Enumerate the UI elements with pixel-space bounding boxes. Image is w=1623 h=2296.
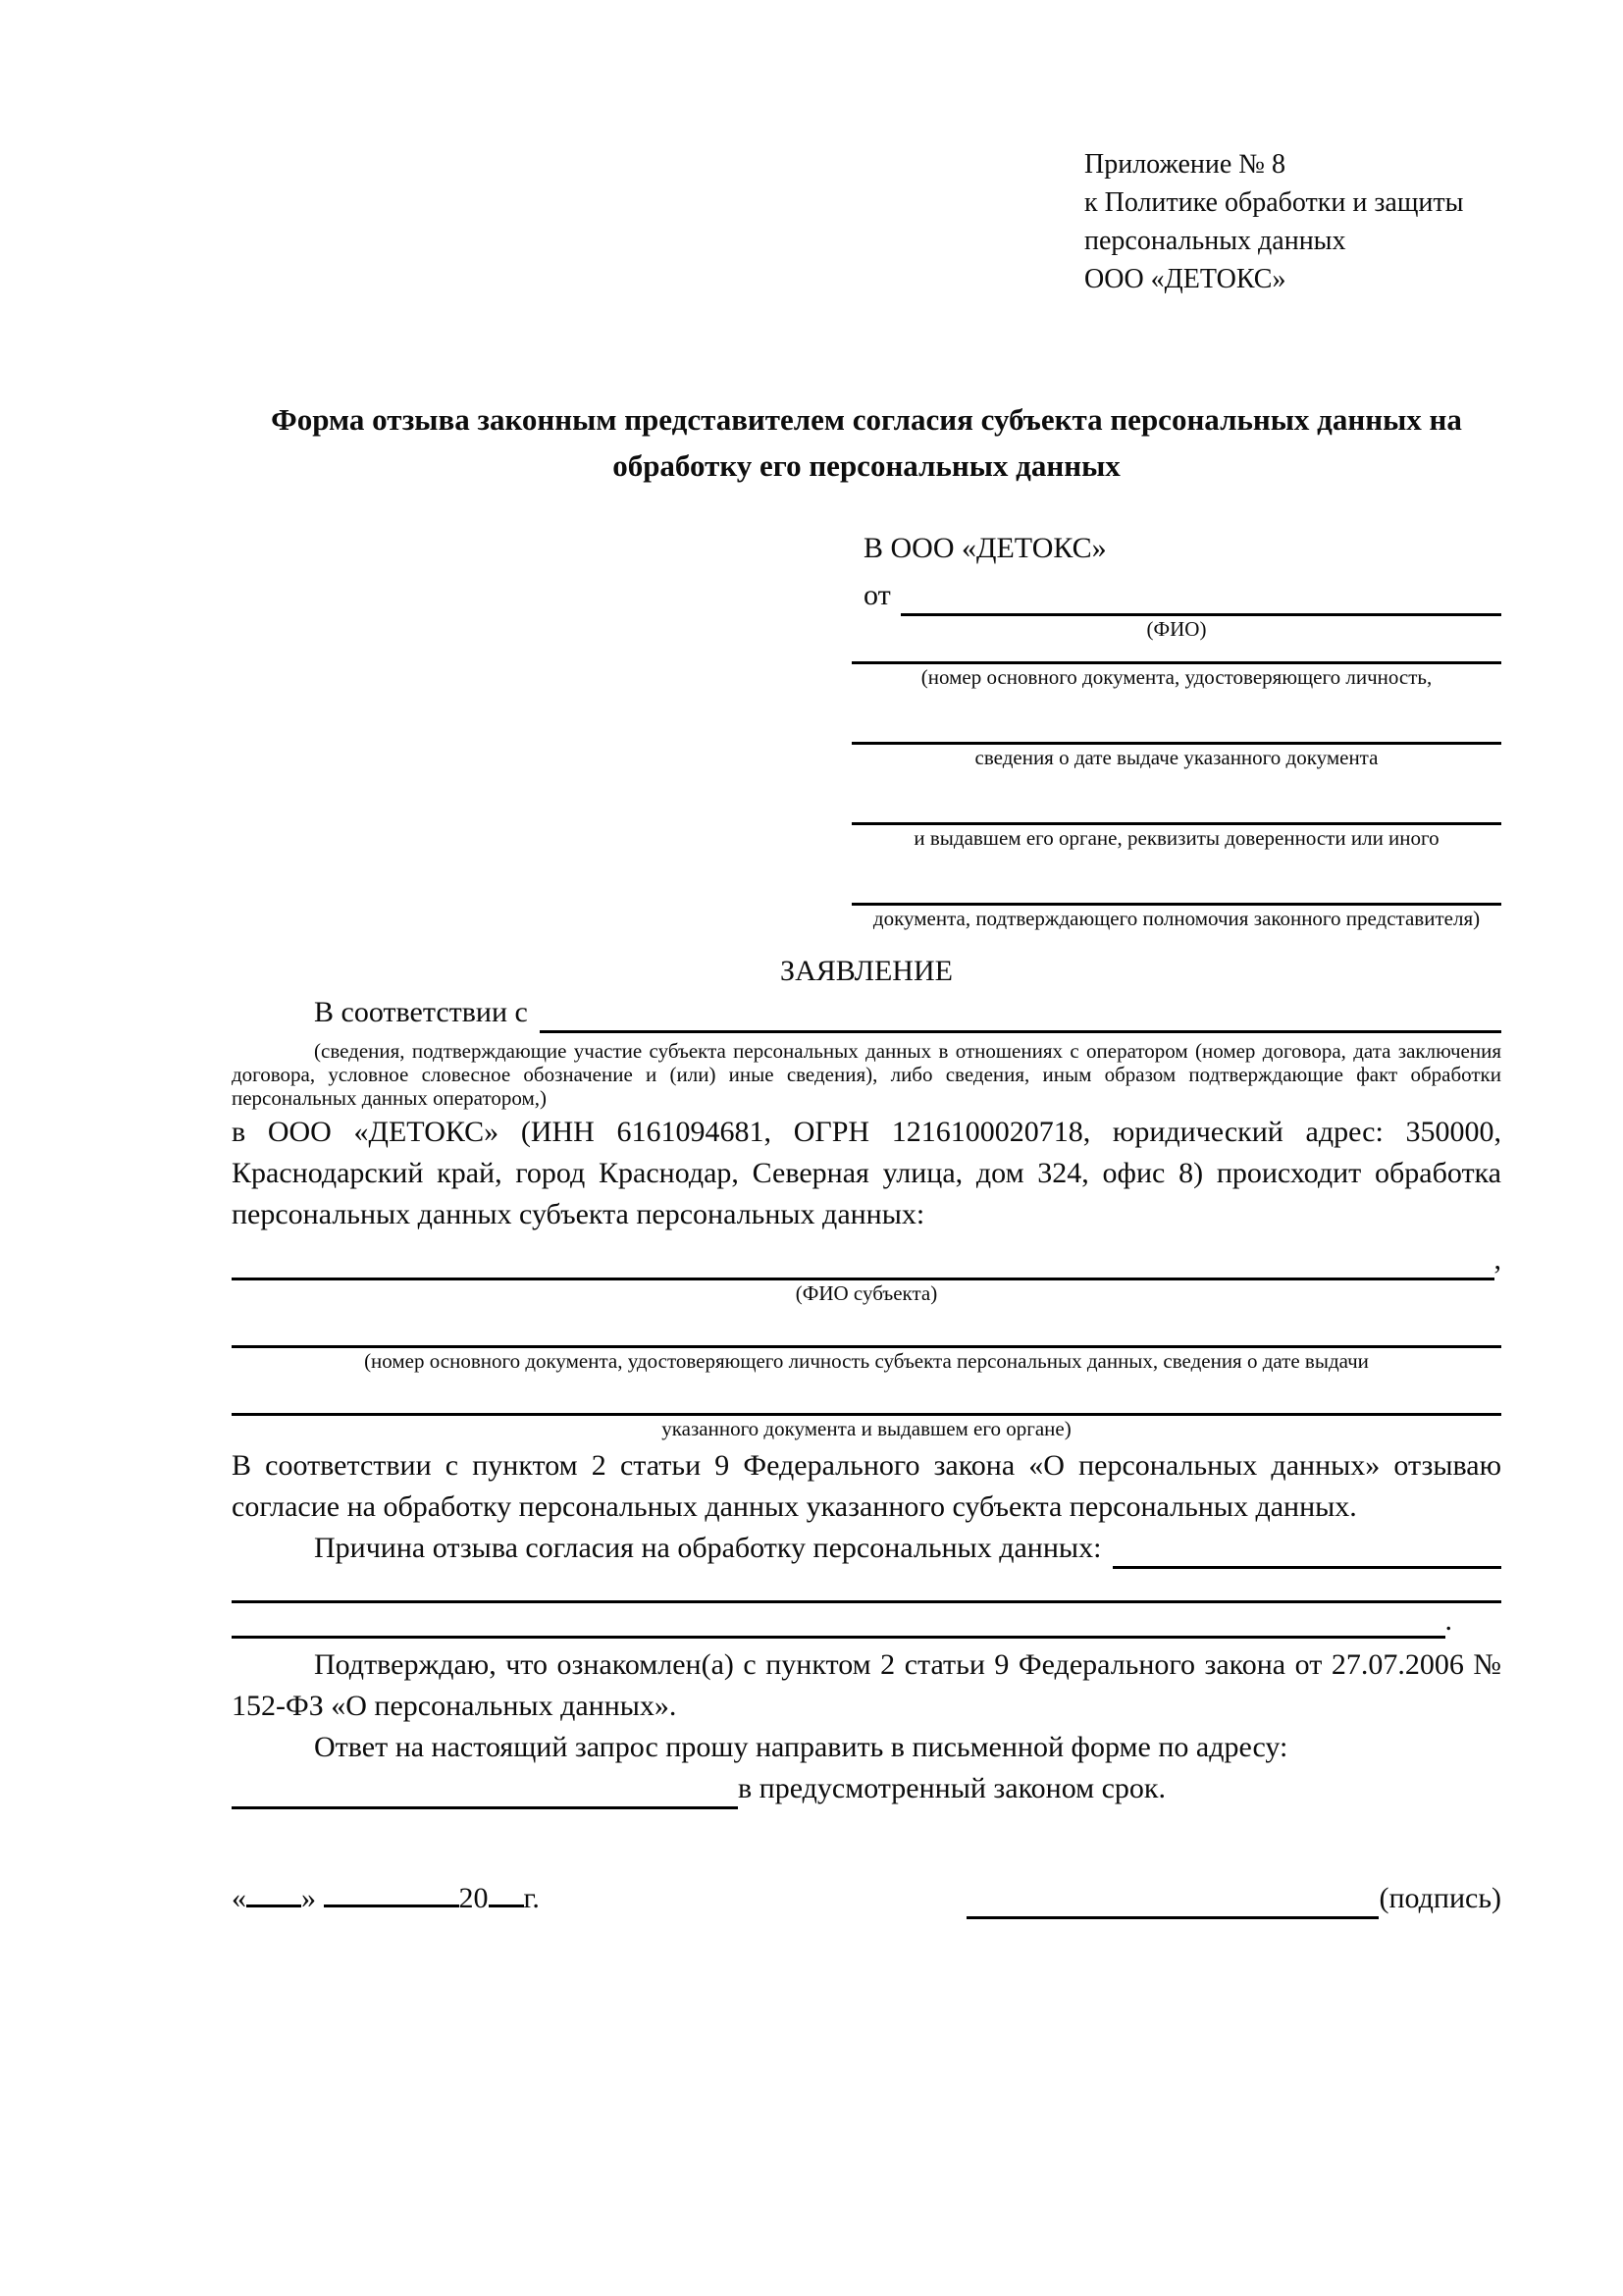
addressee-to: В ООО «ДЕТОКС» — [864, 532, 1107, 564]
authority-doc-blank-line — [852, 851, 1501, 906]
reason-blank-line-last — [232, 1632, 1445, 1639]
intro-prefix: В соответствии с — [314, 996, 528, 1028]
subject-fio-caption: (ФИО субъекта) — [795, 1281, 938, 1305]
date-month-blank-line — [324, 1901, 459, 1907]
reason-row — [314, 1528, 1501, 1569]
date-quote-close: » — [301, 1882, 316, 1914]
reply-paragraph: Ответ на настоящий запрос прошу направить в письменной форме по адресу: — [314, 1731, 1288, 1763]
from-row — [852, 575, 1501, 616]
fio-caption: (ФИО) — [1146, 617, 1207, 641]
subject-doc-group — [232, 1306, 1501, 1374]
reply-address-blank-line — [232, 1802, 738, 1809]
from-name-blank-line — [901, 609, 1501, 616]
addressee-block — [852, 528, 1501, 931]
date-quote-open: « — [232, 1882, 246, 1914]
appendix-line: персональных данных — [1084, 226, 1346, 256]
subject-doc-blank-line-1 — [232, 1306, 1501, 1348]
date-year-blank-line — [489, 1901, 524, 1907]
date-group — [232, 1878, 540, 1919]
fill-group — [852, 690, 1501, 770]
confirm-paragraph: Подтверждаю, что ознакомлен(а) с пунктом 2 статьи 9 Федерального закона от 27.07.2006 № 152-ФЗ «О персональных данных». — [232, 1648, 1501, 1722]
withdrawal-paragraph: В соответствии с пунктом 2 статьи 9 Федерального закона «О персональных данных» отзываю согласие на обработку персональных данных указанного субъекта персональных данных. — [232, 1449, 1501, 1523]
date-day-blank-line — [246, 1901, 301, 1907]
fill-group — [852, 851, 1501, 931]
doc-issuer-blank-line — [852, 770, 1501, 825]
date-year-prefix: 20 — [458, 1882, 489, 1914]
reason-trailing-period: . — [1444, 1604, 1452, 1637]
basis-blank-line — [540, 1026, 1501, 1033]
signature-blank-line — [967, 1912, 1379, 1919]
from-label: от — [864, 579, 891, 611]
fill-group — [852, 770, 1501, 851]
date-year-suffix: г. — [523, 1882, 540, 1914]
signature-group — [967, 1878, 1501, 1919]
intro-note: (сведения, подтверждающие участие субъекта персональных данных в отношениях с оператором (номер договора, дата заключения договора, условное словесное обозначение и (или) иные сведения), либо сведения, иным образом подтверждающие факт обработки персональных данных оператором,) — [232, 1039, 1501, 1110]
subject-fio-trailing-comma: , — [1493, 1243, 1501, 1276]
reason-blank-line-short — [1113, 1562, 1501, 1569]
subject-doc-group — [232, 1374, 1501, 1441]
statement-heading: ЗАЯВЛЕНИЕ — [780, 955, 953, 987]
appendix-line: ООО «ДЕТОКС» — [1084, 264, 1286, 294]
footer-row — [232, 1878, 1501, 1919]
reply-suffix: в предусмотренный законом срок. — [738, 1772, 1166, 1804]
intro-row — [314, 992, 1501, 1033]
subject-fio-row — [232, 1235, 1501, 1280]
reason-last-row — [232, 1603, 1501, 1639]
subject-doc-caption-1: (номер основного документа, удостоверяющего личность субъекта персональных данных, сведения о дате выдачи — [364, 1349, 1369, 1373]
doc-issue-date-blank-line — [852, 690, 1501, 745]
reason-label: Причина отзыва согласия на обработку персональных данных: — [314, 1532, 1102, 1564]
subject-doc-caption-2: указанного документа и выдавшем его органе) — [661, 1417, 1072, 1440]
subject-doc-blank-line-2 — [232, 1374, 1501, 1416]
fill-caption: (номер основного документа, удостоверяющего личность, — [920, 665, 1433, 689]
subject-fio-blank-line — [232, 1274, 1494, 1280]
appendix-block — [1084, 145, 1501, 298]
doc-number-blank-line — [852, 642, 1501, 664]
fill-group — [852, 642, 1501, 690]
operator-paragraph: в ООО «ДЕТОКС» (ИНН 6161094681, ОГРН 1216100020718, юридический адрес: 350000, Краснодарский край, город Краснодар, Северная улица, дом 324, офис 8) происходит обработка персональных данных субъекта персональных данных: — [232, 1116, 1501, 1230]
fill-caption: сведения о дате выдаче указанного документа — [974, 746, 1379, 769]
appendix-line: Приложение № 8 — [1084, 149, 1285, 180]
fill-caption: документа, подтверждающего полномочия законного представителя) — [872, 907, 1481, 930]
document-title: Форма отзыва законным представителем согласия субъекта персональных данных на обработку его персональных данных — [271, 402, 1462, 483]
reply-address-row — [232, 1768, 1501, 1809]
signature-caption: (подпись) — [1379, 1882, 1501, 1914]
appendix-line: к Политике обработки и защиты — [1084, 187, 1464, 218]
fill-caption: и выдавшем его органе, реквизиты доверенности или иного — [914, 826, 1440, 850]
